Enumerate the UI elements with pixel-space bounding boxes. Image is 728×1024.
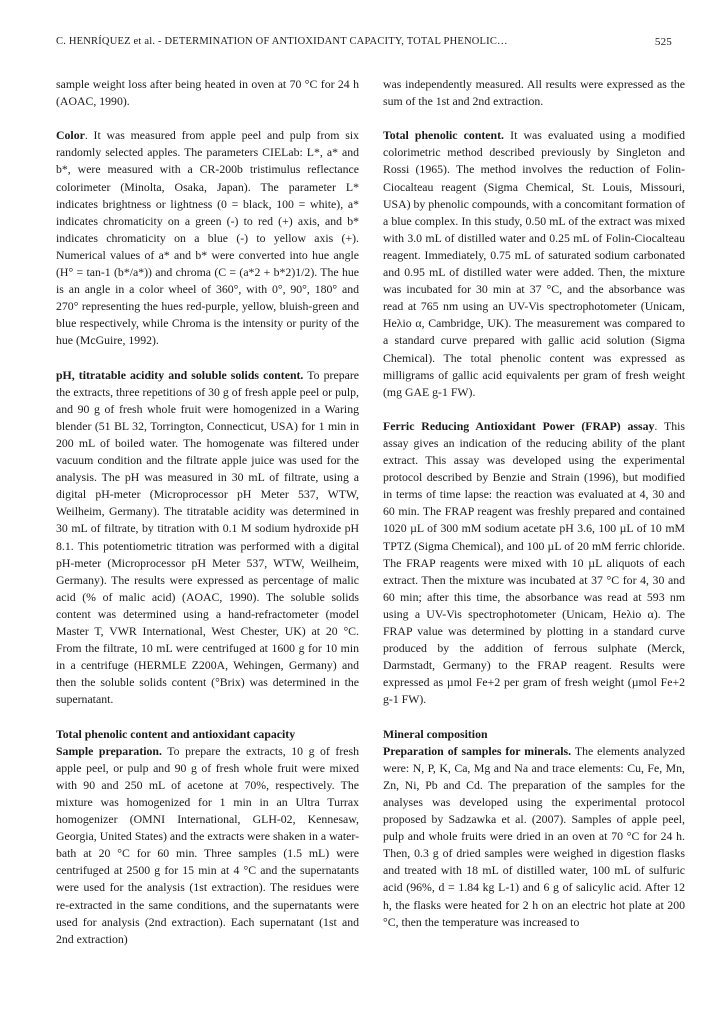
color-heading: Color [56,128,85,143]
ph-heading: pH, titratable acidity and soluble solids content. [56,367,304,382]
paragraph-moisture: sample weight loss after being heated in oven at 70 °C for 24 h (AOAC, 1990). [56,77,359,109]
color-text: . It was measured from apple peel and pulp from six randomly selected apples. The parameters CIELab: L*, a* and b*, were measured with a CR-200b tristimulus reflectance colorimeter (Minolta, Osaka, Japan). The parameter L* indicates brightness or lightness (0 = black, 100 = white), a* indicates chromaticity on a green (-) to red (+) axis, and b* indicates chromaticity on a blue (-) to yellow axis (+). Numerical values of a* and b* were converted into hue angle (H° = tan-1 (b*/a*)) and chroma (C = (a*2 + b*2)1/2). The hue is an angle in a color wheel of 360°, with 0°, 90°, 180° and 270° representing the hues red-purple, yellow, bluish-green and blue respectively, while Chroma is the intensity or purity of the hue (McGuire, 1992). [56,128,359,348]
paragraph-sample-prep [56,743,359,948]
frap-heading: Ferric Reducing Antioxidant Power (FRAP) assay [383,418,655,433]
paragraph-color [56,127,359,349]
paragraph-continued: was independently measured. All results were expressed as the sum of the 1st and 2nd extraction. [383,77,685,109]
paragraph-mineral-prep [383,743,685,931]
running-title: C. HENRÍQUEZ et al. - DETERMINATION OF ANTIOXIDANT CAPACITY, TOTAL PHENOLIC… [56,36,508,47]
page-number: 525 [654,36,672,48]
paragraph-ph [56,367,359,709]
total-phenolic-text: It was evaluated using a modified colorimetric method described previously by Singleton and Rossi (1965). The method involves the reduction of Folin-Ciocalteau reagent (Sigma Chemical, St. Louis, Missouri, USA) by phenolic compounds, with a concomitant formation of a blue complex. In this study, 0.50 mL of the extract was mixed with 3.0 mL of distilled water and 0.25 mL of Folin-Ciocalteau reagent. Immediately, 0.75 mL of saturated sodium carbonated and 0.95 mL of distilled water were added. Then, the mixture was incubated for 30 min at 37 °C, and the absorbance was read at 765 nm using an UV-Vis spectrophotometer (Unicam, Heλio α, Cambridge, UK). The measurement was compared to a standard curve prepared with gallic acid solution (Sigma Chemical). The total phenolic content was expressed as milligrams of gallic acid equivalents per gram of fresh weight (mg GAE g-1 FW). [383,128,686,399]
right-column [383,76,685,931]
sample-prep-text: To prepare the extracts, 10 g of fresh apple peel, or pulp and 90 g of fresh whole fruit were mixed with 90 and 250 mL of acetone at 70%, respectively. The mixture was homogenized for 1 min in an Ultra Turrax homogenizer (OMNI International, GLH-02, Kennesaw, Georgia, United States) and the extracts were shaken in a water-bath at 20 °C for 60 min. Three samples (1.5 mL) were centrifuged at 2500 g for 15 min at 4 °C and the supernatants were used for the analysis (1st extraction). The residues were re-extracted in the same conditions, and the supernatants were used for analysis (2nd extraction). Each supernatant (1st and 2nd extraction) [56,743,359,946]
sample-prep-heading: Sample preparation. [56,743,162,758]
section-heading-phenolic: Total phenolic content and antioxidant capacity [56,726,296,741]
left-column [56,76,359,948]
section-heading-mineral: Mineral composition [383,726,488,741]
paragraph-total-phenolic [383,127,685,401]
frap-text: . This assay gives an indication of the reducing ability of the plant extract. This assay was developed using the experimental protocol described by Benzie and Strain (1996), but modified in terms of time lapse: the reaction was evaluated at 4, 30 and 60 min. The FRAP reagent was freshly prepared and contained 1020 µL of 300 mM sodium acetate pH 3.6, 100 µL of 10 mM TPTZ (Sigma Chemical), and 100 µL of 20 mM ferric chloride. The FRAP reagents were mixed with 10 µL aliquots of each extract. Then the mixture was incubated at 37 °C for 4, 30 and 60 min; after this time, the absorbance was read at 593 nm using a UV-Vis spectrophotometer (Unicam, Heλio α). The FRAP value was determined by plotting in a standard curve produced by the addition of ferrous sulphate (Merck, Darmstadt, Germany) to the FRAP reagent. Results were expressed as µmol Fe+2 per gram of fresh weight (µmol Fe+2 g-1 FW). [383,418,685,707]
paragraph-frap [383,418,685,709]
running-header [56,36,672,52]
total-phenolic-heading: Total phenolic content. [383,128,504,143]
ph-text: To prepare the extracts, three repetitions of 30 g of fresh apple peel or pulp, and 90 g of fresh whole fruit were homogenized in a Waring blender (51 BL 32, Torrington, Connecticut, USA) for 1 min in 200 mL of boiled water. The homogenate was filtered under vacuum condition and the filtrate apple juice was used for the analysis. The pH was measured in 30 mL of filtrate, using a digital pH-meter (Microprocessor pH Meter 537, WTW, Weilheim, Germany). The titratable acidity was determined in 30 mL of filtrate, by titration with 0.1 M sodium hydroxide pH 8.1. This potentiometric titration was performed with a digital pH-meter (Microprocessor pH Meter 537, WTW, Weilheim, Germany). The results were expressed as percentage of malic acid (% of malic acid) (AOAC, 1990). The soluble solids content was determined using a hand-refractometer (model Master T, VWR International, West Chester, UK) at 20 °C. From the filtrate, 10 mL were centrifuged at 1600 g for 10 min in a centrifuge (HERMLE Z200A, Wehingen, Germany) and then the soluble solids content (°Brix) was determined in the supernatant. [56,367,359,707]
mineral-prep-heading: Preparation of samples for minerals. [383,743,572,758]
mineral-prep-text: The elements analyzed were: N, P, K, Ca, Mg and Na and trace elements: Cu, Fe, Mn, Zn, Ni, Pb and Cd. The preparation of the samples for the analyses was developed using the experimental protocol proposed by Sadzawka et al. (2007). Samples of apple peel, pulp and whole fruits were dried in an oven at 70 °C for 24 h. Then, 0.3 g of dried samples were weighed in digestion flasks and treated with 18 mL of distilled water, 100 mL of sulfuric acid (96%, d = 1.84 kg L-1) and 6 g of salicylic acid. After 12 h, the flasks were heated for 2 h on an electric hot plate at 200 °C, then the temperature was increased to [383,743,685,929]
